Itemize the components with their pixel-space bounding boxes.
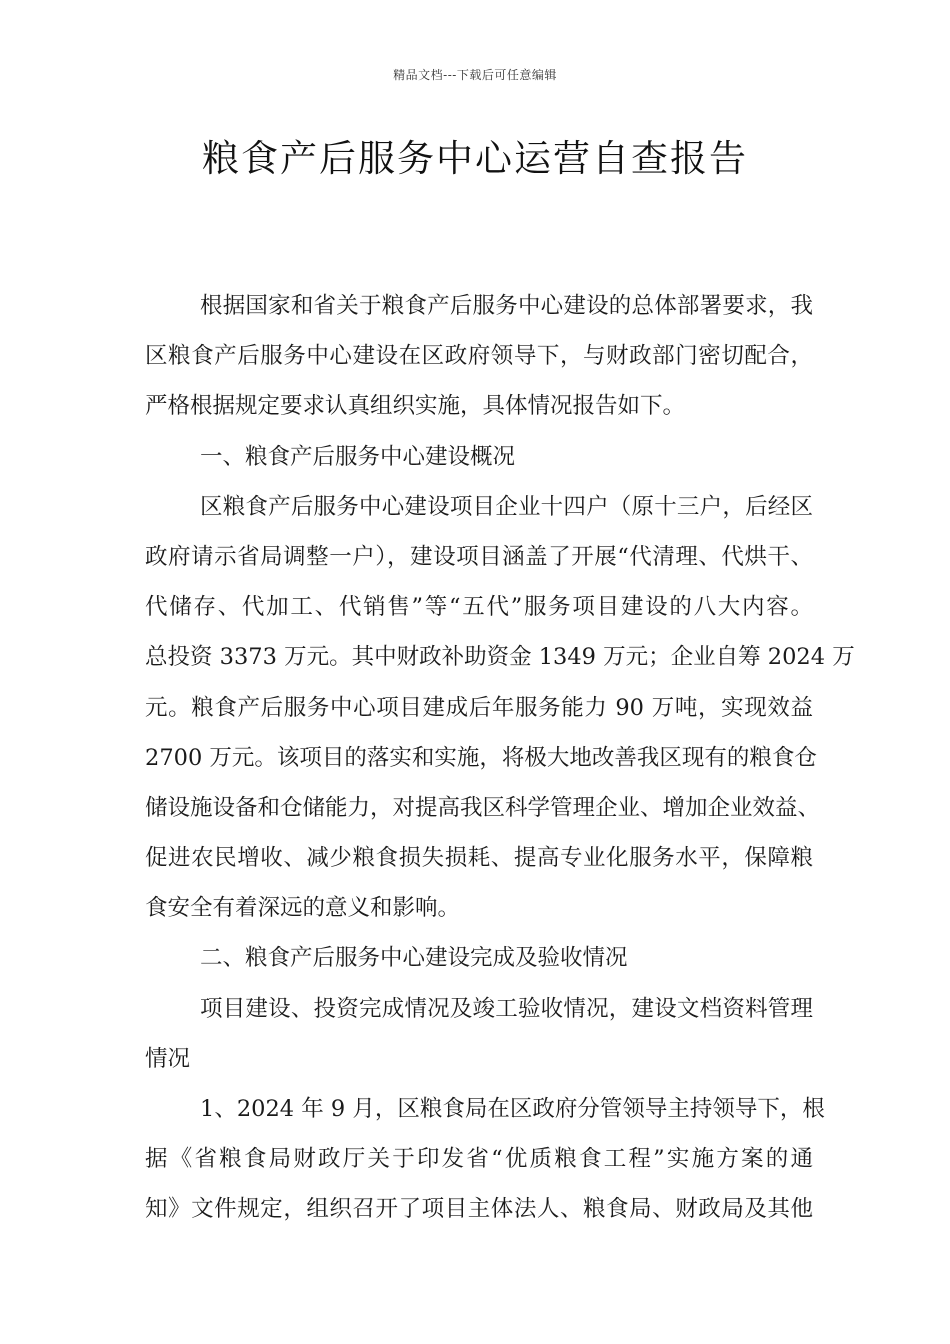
text-line: 二、粮食产后服务中心建设完成及验收情况 <box>200 945 628 972</box>
text-line: 代储存、代加工、代销售”等“五代”服务项目建设的八大内容。 <box>145 594 813 621</box>
text-line: 食安全有着深远的意义和影响。 <box>145 895 461 922</box>
document-title: 粮食产后服务中心运营自查报告 <box>202 137 748 180</box>
text-line: 促进农民增收、减少粮食损失损耗、提高专业化服务水平，保障粮 <box>145 845 813 872</box>
text-line: 总投资 3373 万元。其中财政补助资金 1349 万元；企业自筹 2024 万 <box>145 644 855 671</box>
text-line: 1、2024 年 9 月，区粮食局在区政府分管领导主持领导下，根 <box>200 1096 825 1122</box>
text-line: 项目建设、投资完成情况及竣工验收情况，建设文档资料管理 <box>200 995 813 1022</box>
text-line: 储设施设备和仓储能力，对提高我区科学管理企业、增加企业效益、 <box>145 794 821 821</box>
header-note: 精品文档---下载后可任意编辑 <box>393 68 557 82</box>
text-line: 2700 万元。该项目的落实和实施，将极大地改善我区现有的粮食仓 <box>145 744 817 771</box>
text-line: 根据国家和省关于粮食产后服务中心建设的总体部署要求，我 <box>200 293 813 319</box>
text-line: 知》文件规定，组织召开了项目主体法人、粮食局、财政局及其他 <box>145 1196 813 1223</box>
document-body <box>145 281 855 1235</box>
text-line: 据《省粮食局财政厅关于印发省“优质粮食工程”实施方案的通 <box>145 1146 813 1173</box>
text-line: 一、粮食产后服务中心建设概况 <box>200 443 516 470</box>
text-line: 区粮食产后服务中心建设项目企业十四户（原十三户，后经区 <box>200 493 813 520</box>
text-line: 严格根据规定要求认真组织实施，具体情况报告如下。 <box>145 393 686 420</box>
text-line: 情况 <box>145 1045 191 1072</box>
text-line: 区粮食产后服务中心建设在区政府领导下，与财政部门密切配合， <box>145 343 813 370</box>
text-line: 元。粮食产后服务中心项目建成后年服务能力 90 万吨，实现效益 <box>145 694 813 721</box>
text-line: 政府请示省局调整一户），建设项目涵盖了开展“代清理、代烘干、 <box>145 543 813 570</box>
